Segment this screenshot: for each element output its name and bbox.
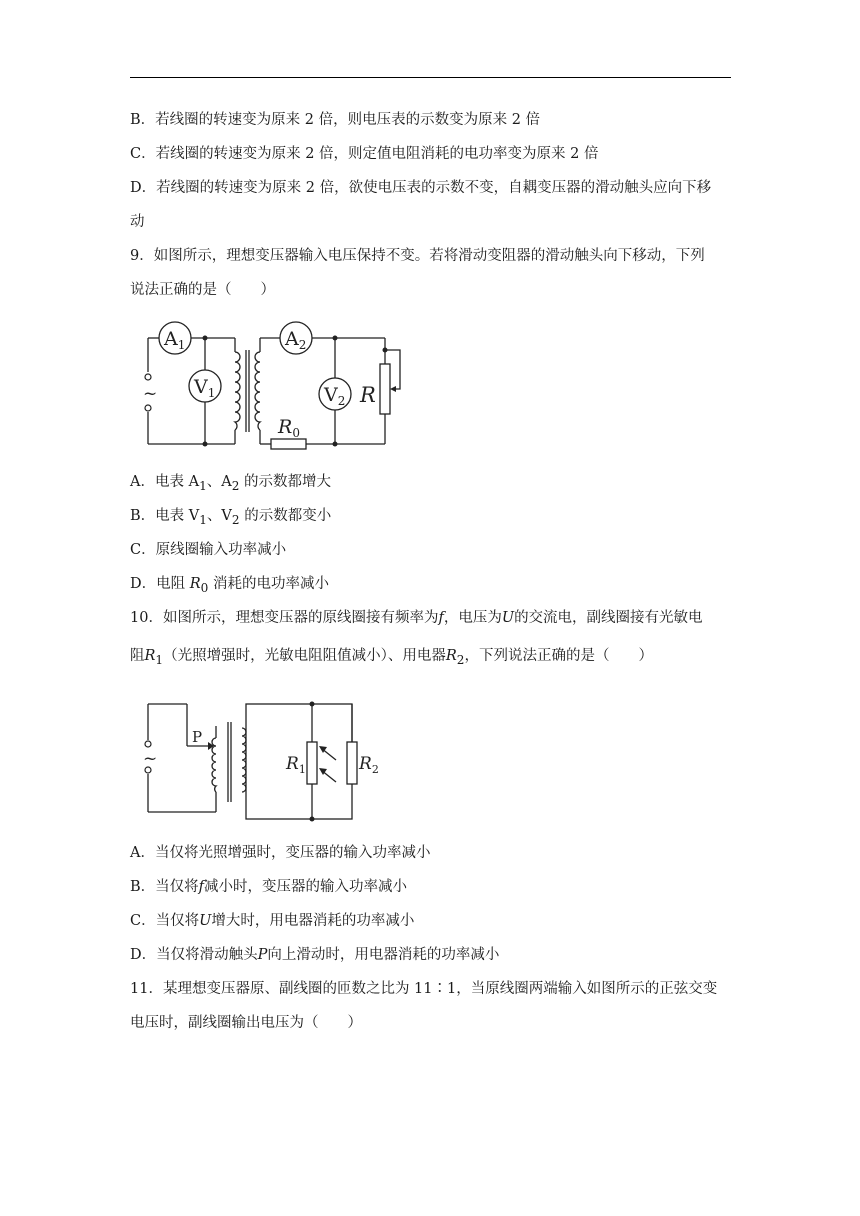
q10-stem-line2: 阻$R_1$（光照增强时，光敏电阻阻值减小）、用电器$R_2$，下列说法正确的是（ ） bbox=[130, 648, 653, 667]
q9-option-a: A．电表 $A_1$、$A_2$ 的示数都增大 bbox=[130, 474, 332, 493]
q10-circuit-diagram bbox=[130, 690, 379, 830]
q9-stem-line2: 说法正确的是（ ） bbox=[130, 282, 275, 298]
q10-option-b: B．当仅将f减小时，变压器的输入功率减小 bbox=[130, 879, 408, 895]
q9-option-b: B．电表 $V_1$、$V_2$ 的示数都变小 bbox=[130, 508, 332, 527]
q8-option-c: C．若线圈的转速变为原来 2 倍，则定值电阻消耗的电功率变为原来 2 倍 bbox=[130, 146, 599, 162]
q10-r1-label: $R_1$ bbox=[286, 754, 306, 776]
q10-r2-label: $R_2$ bbox=[359, 754, 379, 776]
q8-option-d-line2: 动 bbox=[130, 214, 145, 230]
q9-resistor-r0-label: $R_0$ bbox=[278, 416, 300, 440]
q9-option-d: D．电阻 $R_0$ 消耗的电功率减小 bbox=[130, 576, 329, 595]
header-rule bbox=[130, 77, 731, 78]
q11-stem-line1: 11．某理想变压器原、副线圈的匝数之比为 11∶1，当原线圈两端输入如图所示的正弦交变 bbox=[130, 981, 718, 997]
q10-option-c: C．当仅将U增大时，用电器消耗的功率减小 bbox=[130, 913, 415, 929]
q10-option-a: A．当仅将光照增强时，变压器的输入功率减小 bbox=[130, 845, 431, 861]
q8-option-b: B．若线圈的转速变为原来 2 倍，则电压表的示数变为原来 2 倍 bbox=[130, 112, 541, 128]
q9-ammeter-a1-label: $A_1$ bbox=[164, 328, 186, 352]
q8-option-d-line1: D．若线圈的转速变为原来 2 倍，欲使电压表的示数不变，自耦变压器的滑动触头应向下移 bbox=[130, 180, 712, 196]
q9-rheostat-label: R bbox=[360, 383, 376, 407]
q11-stem-line2: 电压时，副线圈输出电压为（ ） bbox=[130, 1015, 362, 1031]
q9-voltmeter-v1-label: $V_1$ bbox=[194, 376, 216, 400]
q9-source-symbol: ~ bbox=[143, 384, 158, 404]
q9-stem-line1: 9．如图所示，理想变压器输入电压保持不变。若将滑动变阻器的滑动触头向下移动，下列 bbox=[130, 248, 705, 264]
q9-option-c: C．原线圈输入功率减小 bbox=[130, 542, 287, 558]
q10-option-d: D．当仅将滑动触头P向上滑动时，用电器消耗的功率减小 bbox=[130, 947, 500, 963]
q10-stem-line1: 10．如图所示，理想变压器的原线圈接有频率为f，电压为U的交流电，副线圈接有光敏电 bbox=[130, 610, 703, 626]
q9-ammeter-a2-label: $A_2$ bbox=[285, 328, 307, 352]
q10-source-symbol: ~ bbox=[143, 749, 158, 769]
q9-circuit-diagram bbox=[130, 312, 430, 458]
q10-slider-p-label: P bbox=[192, 728, 203, 746]
q9-voltmeter-v2-label: $V_2$ bbox=[324, 384, 346, 408]
